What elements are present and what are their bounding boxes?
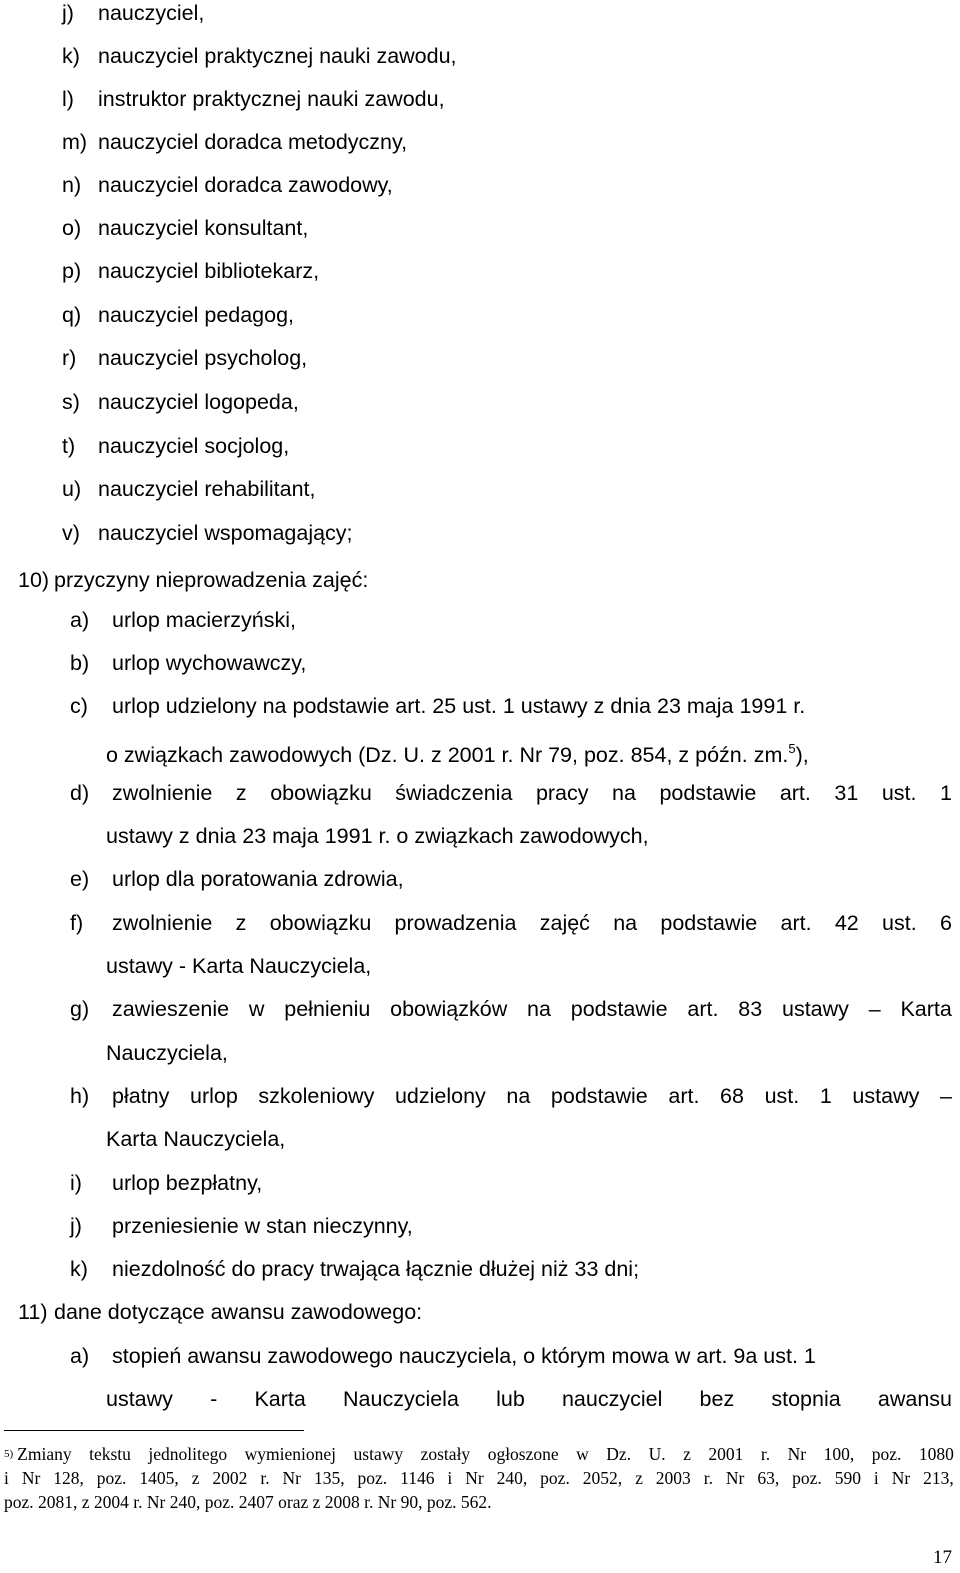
word: świadczenia: [395, 781, 513, 805]
section-11-heading: dane dotyczące awansu zawodowego:: [54, 1300, 423, 1324]
list-item-label: k): [62, 44, 80, 68]
item-a-text: urlop macierzyński,: [112, 608, 296, 632]
item-b-label: b): [70, 651, 90, 675]
list-item-label: p): [62, 259, 82, 283]
footnote-word: poz.: [871, 1444, 902, 1464]
word: pracy: [535, 781, 589, 805]
item-i-text: urlop bezpłatny,: [112, 1171, 263, 1195]
footnote-word: jednolitego: [148, 1444, 228, 1464]
word: ustawy: [106, 1387, 173, 1411]
footnote-word: wymienionej: [244, 1444, 337, 1464]
word: 1: [819, 1084, 832, 1108]
footnote-word: U.: [648, 1444, 666, 1464]
word: zajęć: [539, 911, 590, 935]
footnote-word: r.: [703, 1468, 713, 1488]
footnote-word: tekstu: [89, 1444, 131, 1464]
item-d-line2: ustawy z dnia 23 maja 1991 r. o związkach zawodowych,: [106, 824, 649, 848]
word: zawieszenie: [112, 997, 230, 1021]
footnote-word: zostały: [420, 1444, 471, 1464]
section-10-label: 10): [18, 568, 50, 592]
word: z: [235, 911, 247, 935]
word: na: [613, 911, 638, 935]
item-k-label: k): [70, 1257, 88, 1281]
item-c-line2: o związkach zawodowych (Dz. U. z 2001 r. Nr 79, poz. 854, z późn. zm.$^5$),: [106, 741, 809, 767]
word: –: [868, 997, 881, 1021]
item-h-label: h): [70, 1084, 90, 1108]
item-i-label: i): [70, 1171, 82, 1195]
word: 68: [720, 1084, 744, 1108]
page-number: 17: [933, 1547, 952, 1568]
list-item-label: s): [62, 390, 80, 414]
footnote-word: poz.: [792, 1468, 822, 1488]
word: lub: [496, 1387, 525, 1411]
word: prowadzenia: [394, 911, 517, 935]
word: ustawy: [852, 1084, 920, 1108]
footnote-word: 240,: [496, 1468, 528, 1488]
item-d-line1: [112, 780, 952, 806]
footnote-word: 100,: [823, 1444, 855, 1464]
word: urlop: [189, 1084, 238, 1108]
list-item-label: v): [62, 521, 80, 545]
word: awansu: [877, 1387, 952, 1411]
item-b-text: urlop wychowawczy,: [112, 651, 307, 675]
footnote-line2: [4, 1466, 954, 1490]
footnote-word: 63,: [757, 1468, 780, 1488]
list-item-label: t): [62, 434, 76, 458]
word: zwolnienie: [112, 781, 213, 805]
word: Karta: [254, 1387, 306, 1411]
footnote-word: 1080: [918, 1444, 954, 1464]
footnote-word: Zmiany: [17, 1444, 72, 1464]
footnote-word: i: [4, 1468, 9, 1488]
word: stopnia: [771, 1387, 841, 1411]
footnote-word: ustawy: [353, 1444, 404, 1464]
footnote-word: Nr: [787, 1444, 807, 1464]
word: płatny: [112, 1084, 170, 1108]
footnote-word: ogłoszone: [487, 1444, 559, 1464]
word: 83: [738, 997, 763, 1021]
word: ust.: [881, 781, 917, 805]
word: podstawie: [550, 1084, 648, 1108]
item-g-line2: Nauczyciela,: [106, 1041, 228, 1065]
word: pełnieniu: [284, 997, 371, 1021]
word: podstawie: [570, 997, 668, 1021]
footnote-word: Nr: [891, 1468, 911, 1488]
word: na: [506, 1084, 531, 1108]
footnote-word: 135,: [313, 1468, 345, 1488]
word: podstawie: [660, 911, 758, 935]
list-item-label: n): [62, 173, 82, 197]
item-c-line1: urlop udzielony na podstawie art. 25 ust. 1 ustawy z dnia 23 maja 1991 r.: [112, 694, 806, 718]
footnote-word: z: [191, 1468, 200, 1488]
word: na: [612, 781, 636, 805]
footnote-word: 1146: [400, 1468, 435, 1488]
footnote-word: Nr: [725, 1468, 745, 1488]
item-j-text: przeniesienie w stan nieczynny,: [112, 1214, 413, 1238]
item-a-label: a): [70, 608, 90, 632]
footnote-word: r.: [760, 1444, 771, 1464]
list-item-text: nauczyciel bibliotekarz,: [98, 259, 320, 283]
footnote-word: 128,: [53, 1468, 84, 1488]
footnote-word: Dz.: [606, 1444, 632, 1464]
footnote-word: 2003: [655, 1468, 691, 1488]
word: nauczyciel: [561, 1387, 663, 1411]
item-f-line1: [112, 910, 952, 936]
list-item-text: instruktor praktycznej nauki zawodu,: [98, 87, 445, 111]
item-h-line1: [112, 1083, 952, 1109]
item-g-label: g): [70, 997, 90, 1021]
list-item-text: nauczyciel psycholog,: [98, 346, 308, 370]
footnote-word: Nr: [282, 1468, 301, 1488]
footnote-word: Nr: [21, 1468, 41, 1488]
s11-item-a-line1: stopień awansu zawodowego nauczyciela, o którym mowa w art. 9a ust. 1: [112, 1344, 816, 1368]
item-k-text: niezdolność do pracy trwająca łącznie dłużej niż 33 dni;: [112, 1257, 640, 1281]
word: art.: [779, 781, 811, 805]
item-e-label: e): [70, 867, 90, 891]
footnote-line1: [4, 1442, 954, 1466]
list-item-text: nauczyciel doradca metodyczny,: [98, 130, 408, 154]
word: obowiązków: [390, 997, 508, 1021]
footnote-word: z: [635, 1468, 643, 1488]
word: ustawy: [781, 997, 849, 1021]
word: 6: [939, 911, 952, 935]
footnote-separator: [4, 1430, 304, 1431]
footnote-word: 2001: [708, 1444, 744, 1464]
footnote: [4, 1442, 954, 1514]
word: na: [527, 997, 551, 1021]
item-d-label: d): [70, 781, 90, 805]
footnote-word: 2002: [212, 1468, 248, 1488]
word: art.: [780, 911, 812, 935]
list-item-text: nauczyciel rehabilitant,: [98, 477, 316, 501]
word: zwolnienie: [112, 911, 213, 935]
footnote-word: 2052,: [582, 1468, 623, 1488]
list-item-text: nauczyciel doradca zawodowy,: [98, 173, 393, 197]
word: –: [939, 1084, 952, 1108]
list-item-label: o): [62, 216, 82, 240]
word: -: [210, 1387, 218, 1411]
list-item-label: j): [62, 1, 74, 25]
footnote-marker: 5): [4, 1448, 14, 1460]
footnote-word: z: [683, 1444, 691, 1464]
footnote-word: Nr: [465, 1468, 484, 1488]
footnote-line3: poz. 2081, z 2004 r. Nr 240, poz. 2407 oraz z 2008 r. Nr 90, poz. 562.: [4, 1492, 492, 1512]
word: ust.: [764, 1084, 800, 1108]
list-item-text: nauczyciel logopeda,: [98, 390, 299, 414]
list-item-text: nauczyciel,: [98, 1, 205, 25]
footnote-ref: 5: [788, 741, 796, 756]
word: szkoleniowy: [258, 1084, 375, 1108]
item-c-label: c): [70, 694, 88, 718]
footnote-word: poz.: [540, 1468, 570, 1488]
list-item-text: nauczyciel praktycznej nauki zawodu,: [98, 44, 457, 68]
word: obowiązku: [269, 911, 372, 935]
word: Karta: [900, 997, 952, 1021]
word: 31: [834, 781, 859, 805]
s11-item-a-line2: [106, 1386, 952, 1412]
word: 1: [940, 781, 952, 805]
footnote-word: 213,: [923, 1468, 954, 1488]
list-item-label: m): [62, 130, 88, 154]
section-11-label: 11): [18, 1300, 48, 1324]
s11-item-a-label: a): [70, 1344, 90, 1368]
list-item-text: nauczyciel konsultant,: [98, 216, 309, 240]
word: Nauczyciela: [343, 1387, 459, 1411]
word: 42: [834, 911, 859, 935]
item-e-text: urlop dla poratowania zdrowia,: [112, 867, 404, 891]
word: ust.: [882, 911, 917, 935]
section-10-heading: przyczyny nieprowadzenia zajęć:: [54, 568, 369, 592]
word: art.: [687, 997, 719, 1021]
list-item-text: nauczyciel pedagog,: [98, 303, 295, 327]
footnote-word: poz.: [96, 1468, 127, 1488]
list-item-label: l): [62, 87, 74, 111]
item-f-label: f): [70, 911, 84, 935]
list-item-label: u): [62, 477, 82, 501]
list-item-label: q): [62, 303, 82, 327]
word: w: [248, 997, 265, 1021]
item-j-label: j): [70, 1214, 82, 1238]
footnote-word: poz.: [357, 1468, 388, 1488]
word: udzielony: [394, 1084, 486, 1108]
list-item-text: nauczyciel wspomagający;: [98, 521, 353, 545]
word: z: [235, 781, 247, 805]
footnote-word: i: [447, 1468, 453, 1488]
word: art.: [668, 1084, 700, 1108]
footnote-word: 1405,: [139, 1468, 179, 1488]
footnote-word: w: [576, 1444, 589, 1464]
list-item-label: r): [62, 346, 77, 370]
list-item-text: nauczyciel socjolog,: [98, 434, 290, 458]
word: podstawie: [659, 781, 757, 805]
item-g-line1: [112, 996, 952, 1022]
footnote-word: 590: [834, 1468, 861, 1488]
word: obowiązku: [270, 781, 372, 805]
item-h-line2: Karta Nauczyciela,: [106, 1127, 286, 1151]
footnote-word: i: [873, 1468, 879, 1488]
footnote-word: r.: [260, 1468, 270, 1488]
word: bez: [699, 1387, 735, 1411]
item-f-line2: ustawy - Karta Nauczyciela,: [106, 954, 372, 978]
